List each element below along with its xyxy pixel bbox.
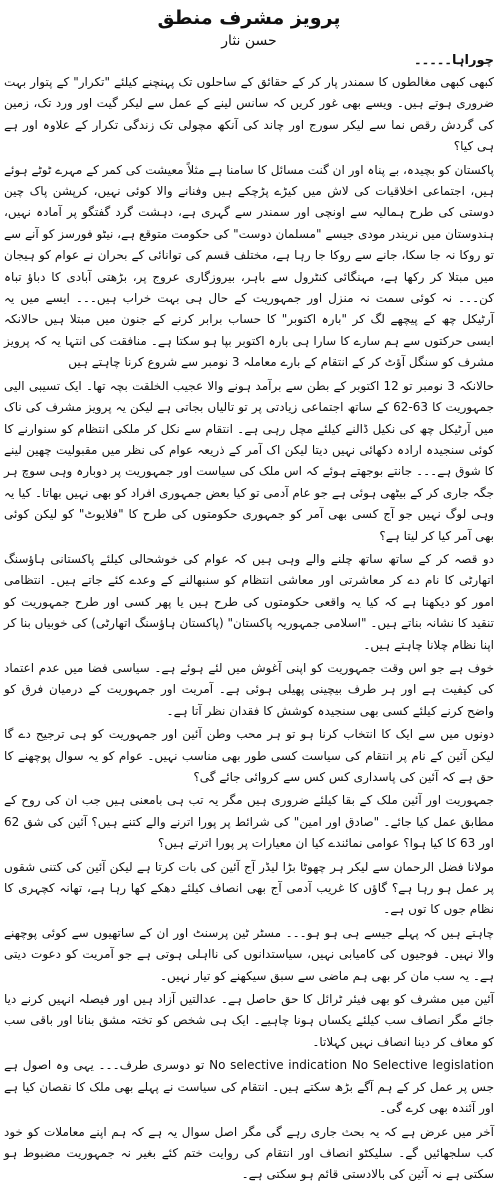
article-paragraph: حالانکہ 3 نومبر تو 12 اکتوبر کے بطن سے برآمد ہونے والا عجیب الخلقت بچہ تھا۔ ایک تسیبی الیی جمہوریت کا 63-62 کے ساتھ اجتماعی زیادتی پر تو تالیاں بجاتی ہے لیکن یہ پرویز مشرف کی ناک میں آرٹیکل چھ کی نکیل ڈالنے کیلئے مچل رہی ہے۔ انتقام سے نکل کر ملکی انتظام کو سنوارنے کا کوئی سنجیدہ ارادہ دکھائی نہیں دیتا لیکن اک آمر کے ذریعہ عوام کی نظر میں مقبولیت چھین لینے کا شوق ہے۔۔۔ جانتے بوجھتے ہوئے کہ اس ملک کی سیاست اور جمہوریت پر دوبارہ وہی سوچ ہر جگہ جاری کر کے بیٹھی ہوئی ہے جو عام آدمی تو کیا بعض جمہوری افراد کو بھی نہیں بھاتا۔ کیا یہ وہی لوگ نہیں جو آج کسی بھی آمر کو جمہوری حکومتوں کی طرح کا "فلایوٹ" کو لیکن کوئی بھی آمر کیا کر لیتا ہے؟	[4, 378, 494, 543]
article-paragraph: آخر میں عرض ہے کہ یہ بحث جاری رہے گی مگر اصل سوال یہ ہے کہ ہم اپنے معاملات کو خود کب سلجھائیں گے۔ سلیکٹو انصاف اور انتقام کی روایت ختم کئے بغیر نہ جمہوریت مضبوط ہو سکتی ہے نہ آئین کی بالادستی قائم ہو سکتی ہے۔	[4, 1124, 494, 1182]
article-paragraph: آئین میں مشرف کو بھی فیئر ٹرائل کا حق حاصل ہے۔ عدالتیں آزاد ہیں اور فیصلہ انہیں کرنے دیا جائے مگر انصاف سب کیلئے یکساں ہونا چاہیے۔ ایک ہی شخص کو تختہ مشق بنانا اور باقی سب کو معاف کر دینا انصاف نہیں کہلاتا۔	[4, 992, 494, 1049]
article-paragraph: خوف ہے جو اس وقت جمہوریت کو اپنی آغوش میں لئے ہوئے ہے۔ سیاسی فضا میں عدم اعتماد کی کیفیت ہے اور ہر طرف بیچینی پھیلی ہوئی ہے۔ آمریت اور جمہوریت کے درمیان فرق کو واضح کرنے کیلئے کسی بھی سنجیدہ کوشش کا فقدان نظر آتا ہے۔	[4, 660, 494, 718]
article-paragraph: جمہوریت اور آئین ملک کے بقا کیلئے ضروری ہیں مگر یہ تب ہی بامعنی ہیں جب ان کی روح کے مطابق عمل کیا جائے۔ "صادق اور امین" کی شرائط پر پورا اترنے والے کتنے ہیں؟ آئین کی شق 62 اور 63 کا کیا ہوا؟ عوامی نمائندے کیا ان معیارات پر پورا اترتے ہیں؟	[4, 793, 494, 851]
article-paragraph: چاہتے ہیں کہ پہلے جیسے ہی ہو ہو۔۔۔ مسٹر ٹین پرسنٹ اور ان کے ساتھیوں سے کوئی پوچھنے والا نہیں۔ فوجیوں کی کامیابی نہیں، سیاستدانوں کی نااہلی ہوتی ہے جو آمریت کو دعوت دیتی ہے۔ یہ سب مان کر بھی ہم ماضی سے سبق سیکھنے کو تیار نہیں۔	[4, 925, 494, 983]
article-paragraph: دونوں میں سے ایک کا انتخاب کرنا ہو تو ہر محب وطن آئین اور جمہوریت کو ہی ترجیح دے گا لیکن آئین کے نام پر انتقام کی سیاست کسی طور بھی مناسب نہیں۔ عوام کو یہ سوال پوچھنے کا حق ہے کہ آئین کی پاسداری کس کس سے کروائی جائے گی؟	[4, 727, 494, 784]
article-paragraph: مولانا فضل الرحمان سے لیکر ہر چھوٹا بڑا لیڈر آج آئین کی بات کرتا ہے لیکن آئین کی کتنی شقوں پر عمل ہو رہا ہے؟ گاؤں کا غریب آدمی آج بھی انصاف کیلئے دھکے کھا رہا ہے، تھانہ کچہری کا نظام جوں کا توں ہے۔	[4, 859, 494, 917]
article-column	[4, 0, 494, 1182]
article-paragraph: کبھی کبھی مغالطوں کا سمندر پار کر کے حقائق کے ساحلوں تک پہنچنے کیلئے "تکرار" کے پتوار بہت ضروری ہوتے ہیں۔ ویسے بھی غور کریں کہ سانس لینے کے عمل سے لیکر گیت اور ورد تک، زمین کی گردش رقص نما سے لیکر سورج اور چاند کی آنکھ مچولی تک زندگی تکرار کے علاوہ اور ہے ہی کیا؟	[4, 75, 494, 154]
article-paragraph: No selective indication No Selective legislation تو دوسری طرف۔۔۔ یہی وہ اصول ہے جس پر عمل کر کے ہم آگے بڑھ سکتے ہیں۔ انتقام کی سیاست نے پہلے بھی ملک کا نقصان کیا ہے اور آئندہ بھی کرے گی۔	[4, 1058, 494, 1116]
article-paragraph: دو قصہ کر کے ساتھ ساتھ چلنے والے وہی ہیں کہ عوام کی خوشحالی کیلئے پاکستانی ہاؤسنگ اتھارٹی کا نام دے کر معاشرتی اور معاشی انتظام کو سنبھالنے کے وعدے کئے جاتے ہیں۔ انتظامی امور کو دیکھنا ہے کہ کیا یہ واقعی حکومتوں کی طرح ہیں یا پھر کسی اور طرح جمہوریت کو تنقید کا نشانہ بناتے ہیں۔ "اسلامی جمہوریہ پاکستان" (پاکستان ہاؤسنگ اتھارٹی) کی خوبیاں بنا کر اپنا نظام چلانا چاہتے ہیں۔	[4, 551, 494, 652]
article-title: پرویز مشرف منطق	[157, 7, 341, 29]
article-author: حسن نثار	[221, 33, 277, 49]
article-paragraph: پاکستان کو بچیدہ، بے پناہ اور ان گنت مسائل کا سامنا ہے مثلاً معیشت کی کمر کے مہرے ٹوٹے ہوئے ہیں، اجتماعی اخلاقیات کی لاش میں کیڑے پڑچکے ہیں وفنانے والا کوئی نہیں، کرپشن پاک چین دوستی کی طرح ہمالیہ سے اونچی اور سمندر سے گہری ہے، دہشت گرد گفتگو پر آمادہ نہیں، ہندوستان میں نریندر مودی جیسے "مسلمان دوست" کی حکومت متوقع ہے، نیٹو فورسز کو آنے سے تو روکا نہ جا سکا، جانے سے روکا جا رہا ہے، مختلف قسم کی توانائی کے بحران نے عوام کو ہیجان میں مبتلا کر رکھا ہے، مہنگائی کنٹرول سے باہر، بیروزگاری عروج پر، بڑھتی آبادی کا دباؤ تباہ کن۔۔۔ نہ کوئی سمت نہ منزل اور جمہوریت کے حال ہی بہت خراب ہیں۔۔۔ ایسے میں یہ آرٹیکل چھ کے پیچھے لگ کر "بارہ اکتوبر" کا حساب برابر کرنے کے جنون میں مبتلا ہیں حالانکہ ایسی حرکتوں سے ہم سارے کا سارا ہی بارہ اکتوبر بپا ہو سکتا ہے۔ منافقت کی انتہا یہ کہ پرویز مشرف کو سنگل آؤٹ کر کے انتقام کے بارے معاملہ 3 نومبر سے شروع کرنا چاہتے ہیں	[4, 162, 494, 370]
article-subhead: چوراہا۔۔۔۔۔	[413, 53, 494, 68]
